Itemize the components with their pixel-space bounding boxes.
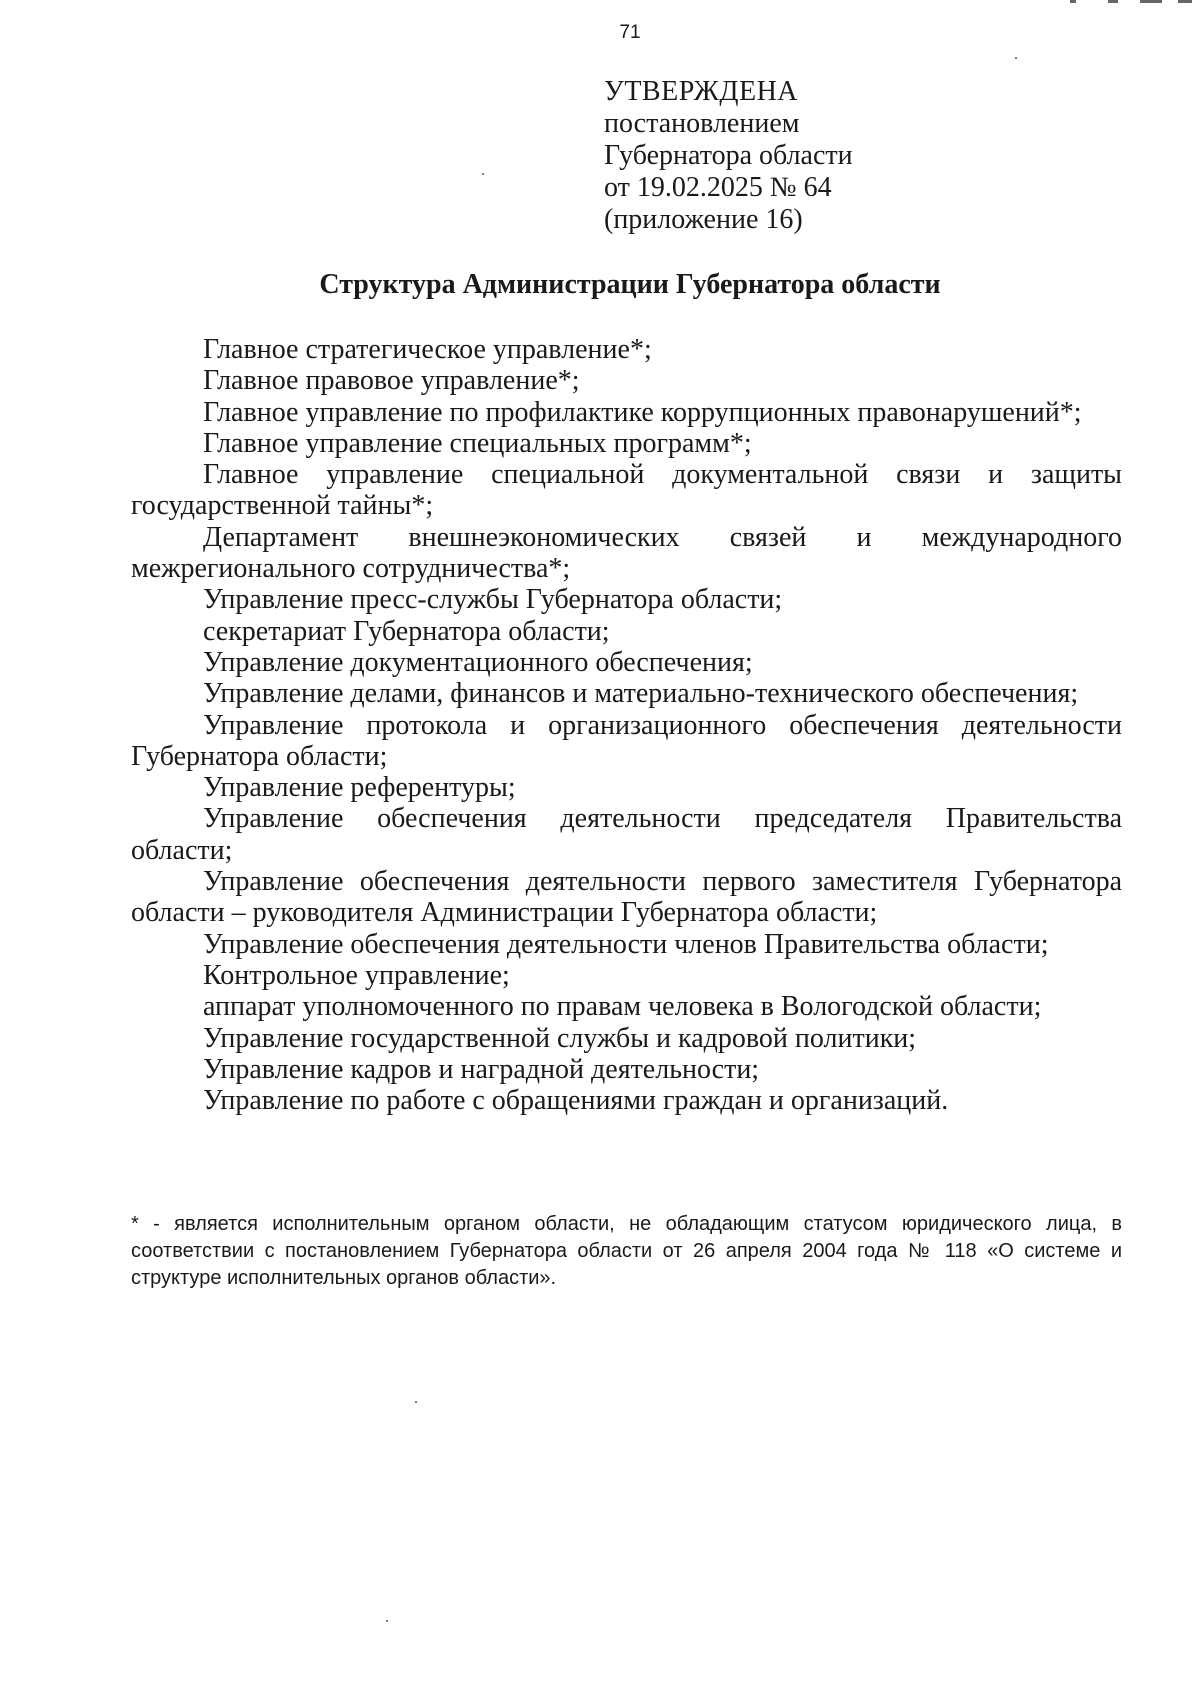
list-item: Главное стратегическое управление*; — [203, 334, 652, 365]
list-item: Управление кадров и наградной деятельности; — [203, 1053, 760, 1085]
footnote: * - является исполнительным органом области, не обладающим статусом юридического лица, в соответствии с постановлением Губернатора области от 26 апреля 2004 года № 118 «О системе и структуре исполнительных органов области». — [131, 1213, 1122, 1289]
list-item: Главное правовое управление*; — [203, 365, 580, 397]
list-item: Главное управление специальных программ*; — [203, 427, 752, 459]
list-item: Управление пресс-службы Губернатора области; — [203, 584, 783, 616]
page-number: 71 — [619, 22, 641, 43]
list-item: секретариат Губернатора области; — [203, 615, 610, 647]
scan-artifact-top-right — [1060, 0, 1200, 6]
approval-stamp-block — [604, 76, 853, 236]
list-item: Контрольное управление; — [203, 959, 510, 991]
approval-line-resolution: постановлением — [604, 108, 800, 139]
list-item: Управление обеспечения деятельности первого заместителя Губернатора области – руководителя Администрации Губернатора области; — [131, 866, 1122, 929]
list-item: Управление референтуры; — [203, 772, 516, 804]
document-title: Структура Администрации Губернатора области — [319, 269, 941, 300]
list-item: Главное управление по профилактике коррупционных правонарушений*; — [203, 396, 1082, 428]
approval-heading: УТВЕРЖДЕНА — [604, 76, 799, 107]
scan-speck — [482, 173, 484, 175]
scan-speck — [415, 1401, 417, 1403]
list-item: Управление по работе с обращениями граждан и организаций. — [203, 1085, 949, 1117]
approval-line-governor: Губернатора области — [604, 140, 853, 171]
list-item: Управление государственной службы и кадровой политики; — [203, 1022, 917, 1054]
list-item: Управление обеспечения деятельности председателя Правительства области; — [131, 803, 1122, 866]
list-item: Управление обеспечения деятельности членов Правительства области; — [203, 928, 1049, 960]
list-item: Управление протокола и организационного обеспечения деятельности Губернатора области; — [131, 709, 1122, 772]
structure-list — [131, 334, 1122, 1116]
approval-line-date-number: от 19.02.2025 № 64 — [604, 172, 832, 203]
list-item: Управление делами, финансов и материально-технического обеспечения; — [203, 678, 1079, 710]
scan-speck — [386, 1620, 388, 1622]
approval-line-appendix: (приложение 16) — [604, 204, 803, 235]
list-item: Главное управление специальной документальной связи и защиты государственной тайны*; — [131, 459, 1122, 522]
list-item: аппарат уполномоченного по правам человека в Вологодской области; — [203, 991, 1042, 1023]
list-item: Департамент внешнеэкономических связей и международного межрегионального сотрудничества*; — [131, 521, 1122, 585]
list-item: Управление документационного обеспечения; — [203, 646, 753, 678]
scan-speck — [1015, 57, 1017, 59]
